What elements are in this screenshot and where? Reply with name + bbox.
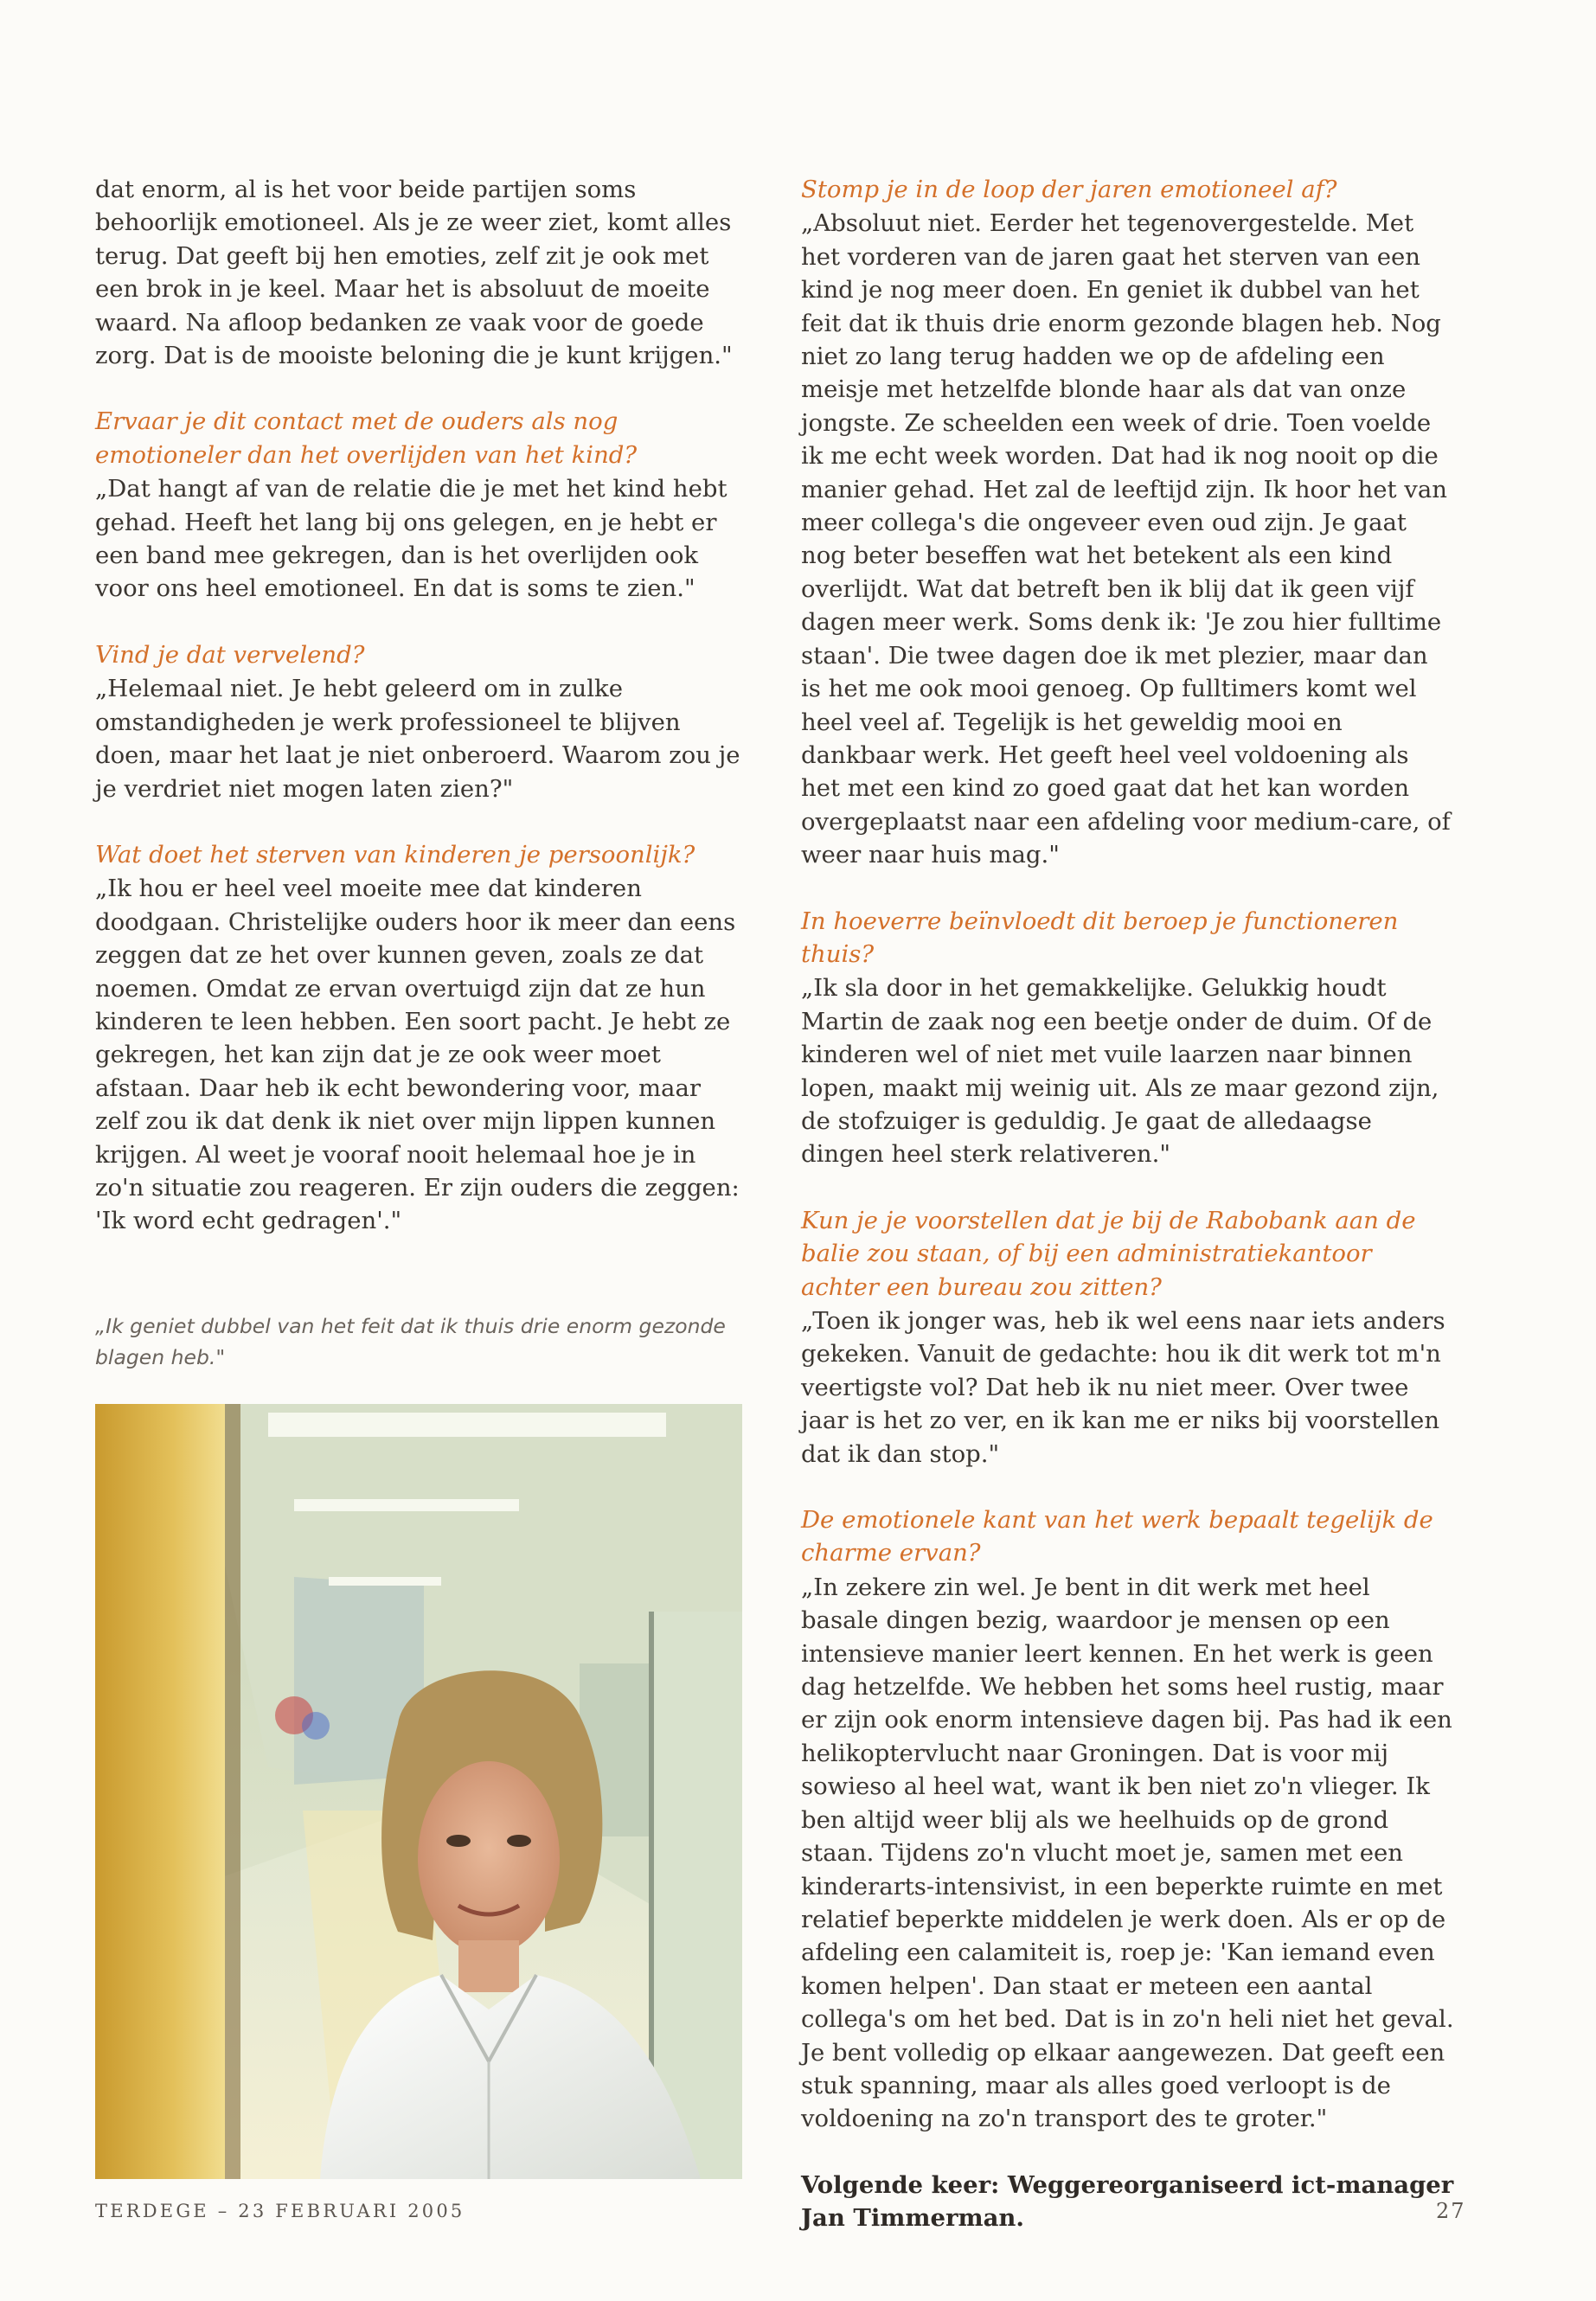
- question-heading: Ervaar je dit contact met de ouders als nog emotioneler dan het overlijden van het kind?: [95, 407, 638, 469]
- question-heading: Stomp je in de loop der jaren emotioneel af?: [801, 176, 1337, 203]
- answer-paragraph: „Toen ik jonger was, heb ik wel eens naar iets anders gekeken. Vanuit de gedachte: hou ik dit werk tot m'n veertigste vol? Dat heb ik nu niet meer. Over twee jaar is het zo ver, en ik kan me er niks bij voorstellen dat ik dan stop.": [801, 1307, 1445, 1468]
- question-heading: Vind je dat vervelend?: [95, 640, 365, 669]
- next-issue-note: Volgende keer: Weggereorganiseerd ict-manager Jan Timmerman.: [801, 2170, 1454, 2233]
- question-heading: In hoeverre beïnvloedt dit beroep je functioneren thuis?: [801, 907, 1399, 968]
- answer-paragraph: „Dat hangt af van de relatie die je met het kind hebt gehad. Heeft het lang bij ons gelegen, en je hebt er een band mee gekregen, dan is het overlijden ook voor ons heel emotioneel. En dat is soms te zien.": [95, 475, 727, 603]
- question-heading: De emotionele kant van het werk bepaalt tegelijk de charme ervan?: [801, 1506, 1433, 1567]
- answer-paragraph: „Absoluut niet. Eerder het tegenovergestelde. Met het vorderen van de jaren gaat het sterven van een kind je nog meer doen. En geniet ik dubbel van het feit dat ik thuis drie enorm gezonde blagen heb. Nog niet zo lang terug hadden we op de afdeling een meisje met hetzelfde blonde haar als dat van onze jongste. Ze scheelden een week of drie. Toen voelde ik me echt week worden. Dat had ik nog nooit op die manier gehad. Het zal de leeftijd zijn. Ik hoor het van meer collega's die ongeveer even oud zijn. Je gaat nog beter beseffen wat het betekent als een kind overlijdt. Wat dat betreft ben ik blij dat ik geen vijf dagen meer werk. Soms denk ik: 'Je zou hier fulltime staan'. Die twee dagen doe ik met plezier, maar dan is het me ook mooi genoeg. Op fulltimers komt wel heel veel af. Tegelijk is het geweldig mooi en dankbaar werk. Het geeft heel veel voldoening als het met een kind zo goed gaat dat het kan worden overgeplaatst naar een afdeling voor medium-care, of weer naar huis mag.": [801, 209, 1451, 869]
- answer-paragraph: „Ik sla door in het gemakkelijke. Gelukkig houdt Martin de zaak nog een beetje onder de duim. Of de kinderen wel of niet met vuile laarzen naar binnen lopen, maakt mij weinig uit. Als ze maar gezond zijn, de stofzuiger is geduldig. Je gaat de alledaagse dingen heel sterk relativeren.": [801, 974, 1439, 1169]
- left-column: [95, 173, 748, 1238]
- answer-paragraph: „Helemaal niet. Je hebt geleerd om in zulke omstandigheden je werk professioneel te blijven doen, maar het laat je niet onberoerd. Waarom zou je je verdriet niet mogen laten zien?": [95, 675, 740, 803]
- nurse-photo: [95, 1404, 742, 2179]
- photo-caption: „Ik geniet dubbel van het feit dat ik thuis drie enorm gezonde blagen heb.": [95, 1314, 726, 1369]
- intro-paragraph: dat enorm, al is het voor beide partijen soms behoorlijk emotioneel. Als je ze weer ziet, komt alles terug. Dat geeft bij hen emoties, zelf zit je ook met een brok in je keel. Maar het is absoluut de moeite waard. Na afloop bedanken ze vaak voor de goede zorg. Dat is de mooiste beloning die je kunt krijgen.": [95, 176, 733, 370]
- publication-footer: TERDEGE – 23 FEBRUARI 2005: [95, 2201, 465, 2221]
- question-heading: Wat doet het sterven van kinderen je persoonlijk?: [95, 840, 695, 868]
- answer-paragraph: „In zekere zin wel. Je bent in dit werk met heel basale dingen bezig, waardoor je mensen op een intensieve manier leert kennen. En het werk is geen dag hetzelfde. We hebben het soms heel rustig, maar er zijn ook enorm intensieve dagen bij. Pas had ik een helikoptervlucht naar Groningen. Dat is voor mij sowieso al heel wat, want ik ben niet zo'n vlieger. Ik ben altijd weer blij als we heelhuids op de grond staan. Tijdens zo'n vlucht moet je, samen met een kinderarts-intensivist, in een beperkte ruimte en met relatief beperkte middelen je werk doen. Als er op de afdeling een calamiteit is, roep je: 'Kan iemand even komen helpen'. Dan staat er meteen een aantal collega's om het bed. Dat is in zo'n heli niet het geval. Je bent volledig op elkaar aangewezen. Dat geeft een stuk spanning, maar als alles goed verloopt is de voldoening na zo'n transport des te groter.": [801, 1573, 1454, 2133]
- answer-paragraph: „Ik hou er heel veel moeite mee dat kinderen doodgaan. Christelijke ouders hoor ik meer dan eens zeggen dat ze het over kunnen geven, zoals ze dat noemen. Omdat ze ervan overtuigd zijn dat ze hun kinderen te leen hebben. Een soort pacht. Je hebt ze gekregen, het kan zijn dat je ze ook weer moet afstaan. Daar heb ik echt bewondering voor, maar zelf zou ik dat denk ik niet over mijn lippen kunnen krijgen. Al weet je vooraf nooit helemaal hoe je in zo'n situatie zou reageren. Er zijn ouders die zeggen: 'Ik word echt gedragen'.": [95, 875, 740, 1235]
- page-number: 27: [1436, 2199, 1466, 2223]
- question-heading: Kun je je voorstellen dat je bij de Rabobank aan de balie zou staan, of bij een administratiekantoor achter een bureau zou zitten?: [801, 1206, 1416, 1301]
- right-column: [801, 173, 1454, 2235]
